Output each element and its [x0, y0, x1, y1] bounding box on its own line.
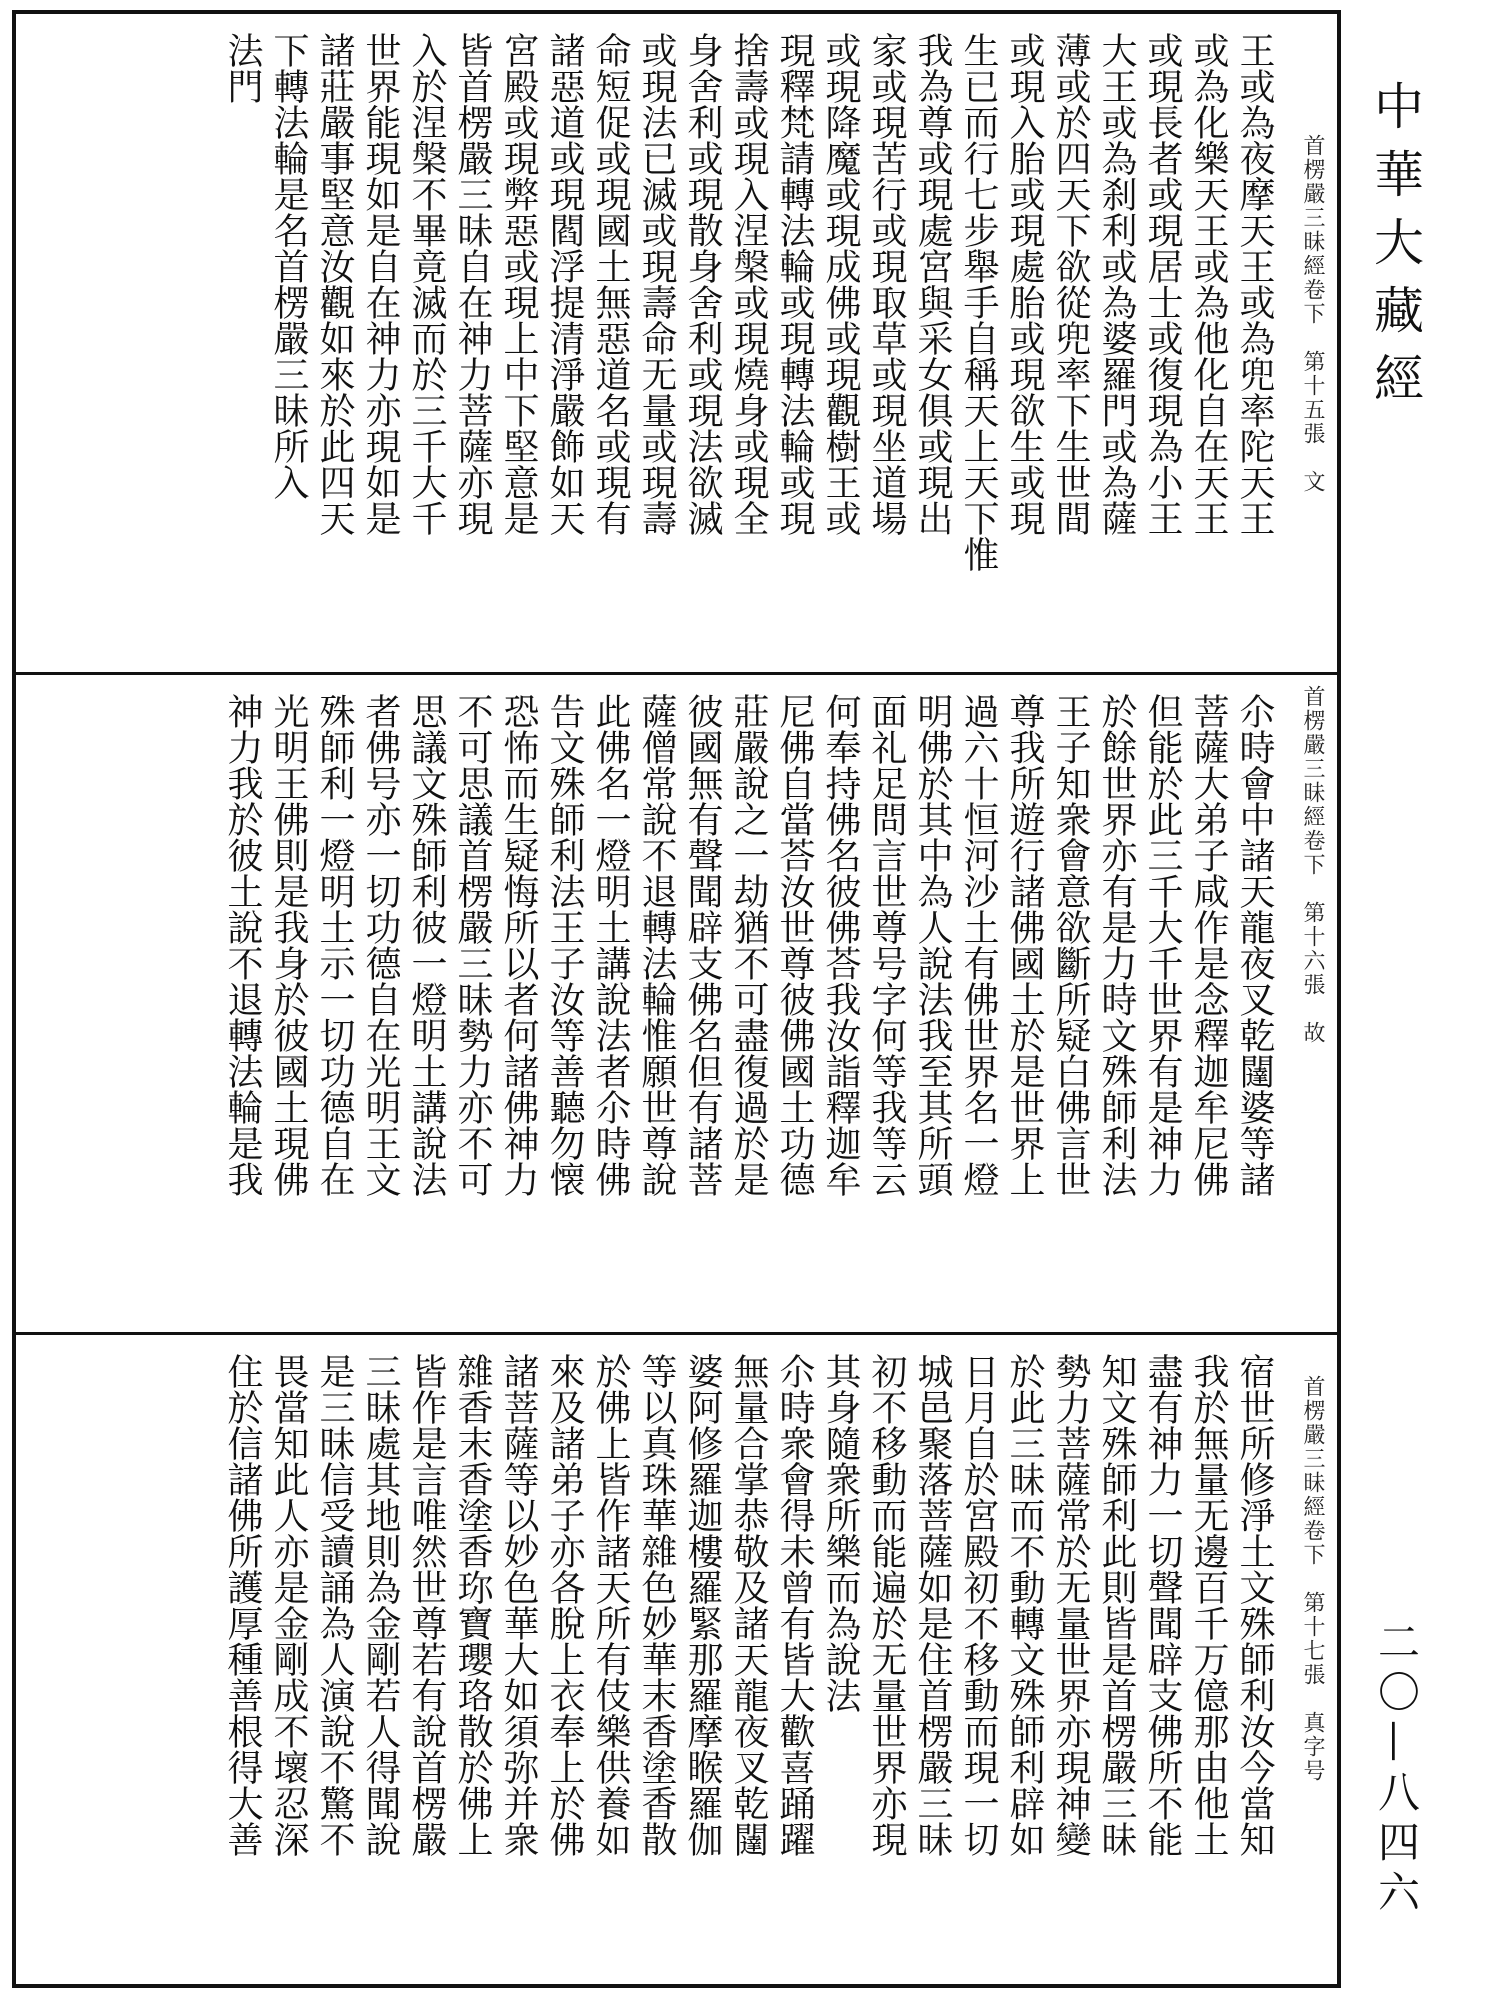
text-column: 菩薩大弟子咸作是念釋迦牟尼佛: [1188, 693, 1229, 1197]
page-number: 二〇—八四六: [1372, 1620, 1421, 1920]
text-column: 捨壽或現入涅槃或現燒身或現全: [728, 32, 769, 536]
text-column: 彼國無有聲聞辟支佛名但有諸菩: [682, 693, 723, 1197]
text-column: 者佛号亦一切功德自在光明王文: [360, 693, 401, 1197]
text-column: 或現降魔或現成佛或現觀樹王或: [820, 32, 861, 536]
text-column: 莊嚴說之一劫猶不可盡復過於是: [728, 693, 769, 1197]
text-panel-2: [16, 672, 1337, 1332]
text-column: 尼佛自當荅汝世尊彼佛國土功德: [774, 693, 815, 1197]
text-column: 其身隨衆所樂而為說法: [820, 1353, 861, 1713]
text-column: 皆首楞嚴三昧自在神力菩薩亦現: [452, 32, 493, 536]
text-column: 來及諸弟子亦各脫上衣奉上於佛: [544, 1353, 585, 1857]
text-column: 日月自於宮殿初不移動而現一切: [958, 1353, 999, 1857]
text-column: 但能於此三千大千世界有是神力: [1142, 693, 1183, 1197]
text-column: 面礼足問言世尊号字何等我等云: [866, 693, 907, 1197]
text-column: 或現長者或現居士或復現為小王: [1142, 32, 1183, 536]
text-column: 身舍利或現散身舍利或現法欲滅: [682, 32, 723, 536]
text-column: 無量合掌恭敬及諸天龍夜叉乾闥: [728, 1353, 769, 1857]
text-column: 於此三昧而不動轉文殊師利辟如: [1004, 1353, 1045, 1857]
text-column: 皆作是言唯然世尊若有說首楞嚴: [406, 1353, 447, 1857]
text-column: 諸惡道或現閻浮提清淨嚴飾如天: [544, 32, 585, 536]
text-column: 或現法已滅或現壽命无量或現壽: [636, 32, 677, 536]
text-column: 住於信諸佛所護厚種善根得大善: [222, 1353, 263, 1857]
text-column: 神力我於彼土說不退轉法輪是我: [222, 693, 263, 1197]
text-column: 雜香末香塗香珎寶瓔珞散於佛上: [452, 1353, 493, 1857]
text-column: 世界能現如是自在神力亦現如是: [360, 32, 401, 536]
text-column: 於餘世界亦有是力時文殊師利法: [1096, 693, 1137, 1197]
text-column: 生已而行七步舉手自稱天上天下惟: [958, 32, 999, 572]
text-column: 勢力菩薩常於无量世界亦現神變: [1050, 1353, 1091, 1857]
text-column: 告文殊師利法王子汝等善聽勿懐: [544, 693, 585, 1197]
text-column: 王子知衆會意欲斷所疑白佛言世: [1050, 693, 1091, 1197]
text-column: 諸莊嚴事堅意汝觀如來於此四天: [314, 32, 355, 536]
text-column: 宮殿或現弊惡或現上中下堅意是: [498, 32, 539, 536]
panel-header: 首楞嚴三昧經卷下 第十五張 文: [1300, 134, 1325, 494]
text-columns: [36, 32, 1277, 662]
text-column: 或現入胎或現處胎或現欲生或現: [1004, 32, 1045, 536]
text-column: 我為尊或現處宮與采女俱或現出: [912, 32, 953, 536]
text-column: 或為化樂天王或為他化自在天王: [1188, 32, 1229, 536]
text-column: 初不移動而能遍於无量世界亦現: [866, 1353, 907, 1857]
text-column: 大王或為刹利或為婆羅門或為薩: [1096, 32, 1137, 536]
text-column: 盡有神力一切聲聞辟支佛所不能: [1142, 1353, 1183, 1857]
collection-title: 中華大藏經: [1366, 80, 1424, 420]
text-column: 不可思議首楞嚴三昧勢力亦不可: [452, 693, 493, 1197]
text-column: 殊師利一燈明土示一切功德自在: [314, 693, 355, 1197]
text-column: 光明王佛則是我身於彼國土現佛: [268, 693, 309, 1197]
text-column: 命短促或現國土無惡道名或現有: [590, 32, 631, 536]
text-columns: [36, 1353, 1277, 1974]
text-column: 現釋梵請轉法輪或現轉法輪或現: [774, 32, 815, 536]
text-column: 家或現苦行或現取草或現坐道場: [866, 32, 907, 536]
text-column: 明佛於其中為人說法我至其所頭: [912, 693, 953, 1197]
text-column: 此佛名一燈明土講說法者尒時佛: [590, 693, 631, 1197]
text-column: 婆阿修羅迦樓羅緊那羅摩睺羅伽: [682, 1353, 723, 1857]
text-columns: [36, 693, 1277, 1322]
panel-header: 首楞嚴三昧經卷下 第十六張 故: [1300, 685, 1325, 1045]
text-column: 法門: [222, 32, 263, 104]
text-column: 過六十恒河沙土有佛世界名一燈: [958, 693, 999, 1197]
text-column: 宿世所修淨土文殊師利汝今當知: [1234, 1353, 1275, 1857]
text-column: 城邑聚落菩薩如是住首楞嚴三昧: [912, 1353, 953, 1857]
text-column: 薄或於四天下欲從兜率下生世間: [1050, 32, 1091, 536]
text-column: 尊我所遊行諸佛國土於是世界上: [1004, 693, 1045, 1197]
text-column: 恐怖而生疑悔所以者何諸佛神力: [498, 693, 539, 1197]
text-column: 王或為夜摩天王或為兜率陀天王: [1234, 32, 1275, 536]
text-column: 下轉法輪是名首楞嚴三昧所入: [268, 32, 309, 500]
text-panel-3: [16, 1332, 1337, 1984]
panel-header: 首楞嚴三昧經卷下 第十七張 真字号: [1300, 1375, 1325, 1783]
text-column: 何奉持佛名彼佛荅我汝詣釋迦牟: [820, 693, 861, 1197]
text-column: 我於無量无邊百千万億那由他土: [1188, 1353, 1229, 1857]
text-column: 薩僧常說不退轉法輪惟願世尊說: [636, 693, 677, 1197]
text-column: 諸菩薩等以妙色華大如須弥并衆: [498, 1353, 539, 1857]
text-column: 入於涅槃不畢竟滅而於三千大千: [406, 32, 447, 536]
text-column: 尒時衆會得未曾有皆大歡喜踊躍: [774, 1353, 815, 1857]
text-column: 三昧處其地則為金剛若人得聞說: [360, 1353, 401, 1857]
text-column: 思議文殊師利彼一燈明土講說法: [406, 693, 447, 1197]
text-column: 等以真珠華雜色妙華末香塗香散: [636, 1353, 677, 1857]
text-column: 於佛上皆作諸天所有伎樂供養如: [590, 1353, 631, 1857]
text-column: 是三昧信受讀誦為人演說不驚不: [314, 1353, 355, 1857]
text-column: 尒時會中諸天龍夜叉乾闥婆等諸: [1234, 693, 1275, 1197]
text-column: 知文殊師利此則皆是首楞嚴三昧: [1096, 1353, 1137, 1857]
text-column: 畏當知此人亦是金剛成不壞忍深: [268, 1353, 309, 1857]
text-panel-1: [16, 14, 1337, 672]
page-frame: [12, 10, 1341, 1988]
